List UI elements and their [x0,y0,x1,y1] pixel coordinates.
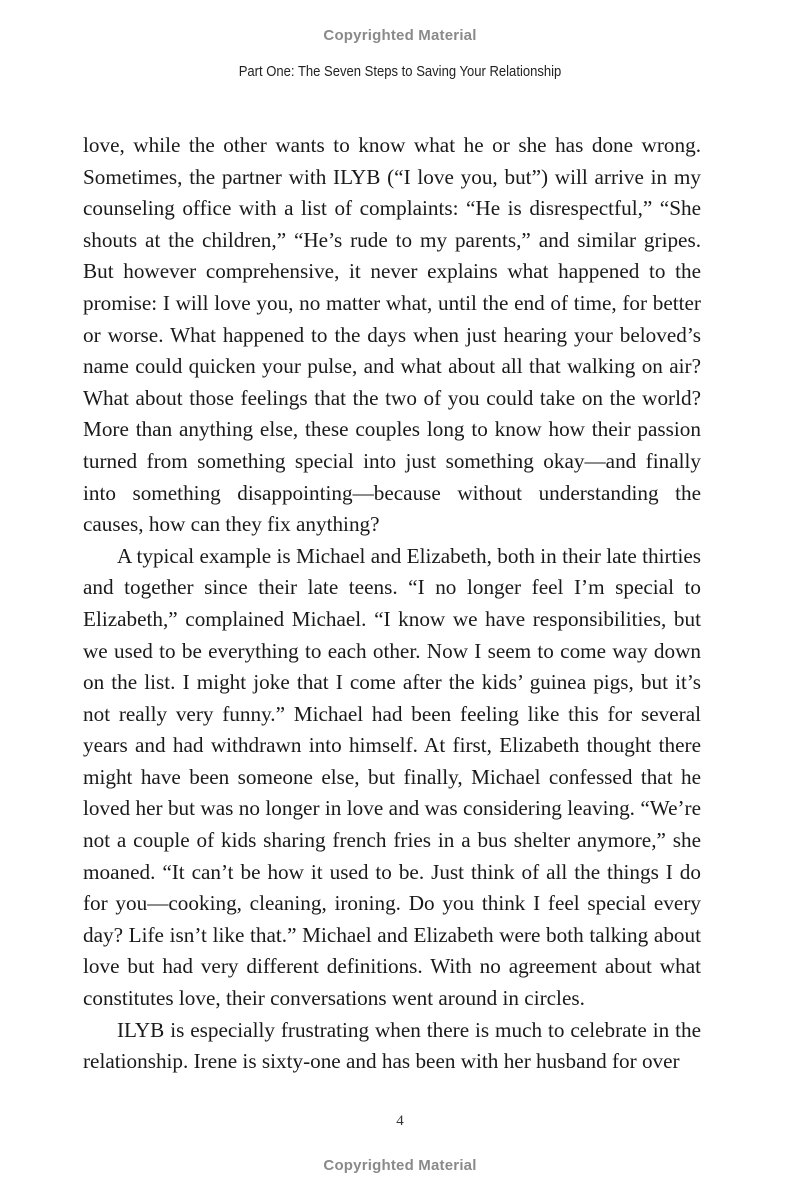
paragraph-2: A typical example is Michael and Elizabeth, both in their late thirties and together since their late teens. “I no longer feel I’m special to Elizabeth,” complained Michael. “I know we have responsibilities, but we used to be everything to each other. Now I seem to come way down on the list. I might joke that I come after the kids’ guinea pigs, but it’s not really very funny.” Michael had been feeling like this for several years and had withdrawn into himself. At first, Elizabeth thought there might have been someone else, but finally, Michael confessed that he loved her but was no longer in love and was considering leaving. “We’re not a couple of kids sharing french fries in a bus shelter anymore,” she moaned. “It can’t be how it used to be. Just think of all the things I do for you—cooking, cleaning, ironing. Do you think I feel special every day? Life isn’t like that.” Michael and Elizabeth were both talking about love but had very different definitions. With no agreement about what constitutes love, their conversations went around in circles. [83,543,701,1011]
copyright-watermark-bottom: Copyrighted Material [323,1157,477,1174]
running-header: Part One: The Seven Steps to Saving Your Relationship [238,64,562,80]
body-text [83,130,701,1078]
paragraph-1: love, while the other wants to know what he or she has done wrong. Sometimes, the partner with ILYB (“I love you, but”) will arrive in my counseling office with a list of complaints: “He is disrespectful,” “She shouts at the children,” “He’s rude to my parents,” and similar gripes. But however comprehensive, it never explains what happened to the promise: I will love you, no matter what, until the end of time, for better or worse. What happened to the days when just hearing your beloved’s name could quicken your pulse, and what about all that walking on air? What about those feelings that the two of you could take on the world? More than anything else, these couples long to know how their passion turned from something special into just something okay—and finally into something disappointing—because without understanding the causes, how can they fix anything? [83,133,701,537]
page-number: 4 [396,1113,404,1129]
paragraph-3: ILYB is especially frustrating when there is much to celebrate in the relationship. Irene is sixty-one and has been with her husband for over [83,1017,701,1074]
copyright-watermark-top: Copyrighted Material [323,27,477,44]
